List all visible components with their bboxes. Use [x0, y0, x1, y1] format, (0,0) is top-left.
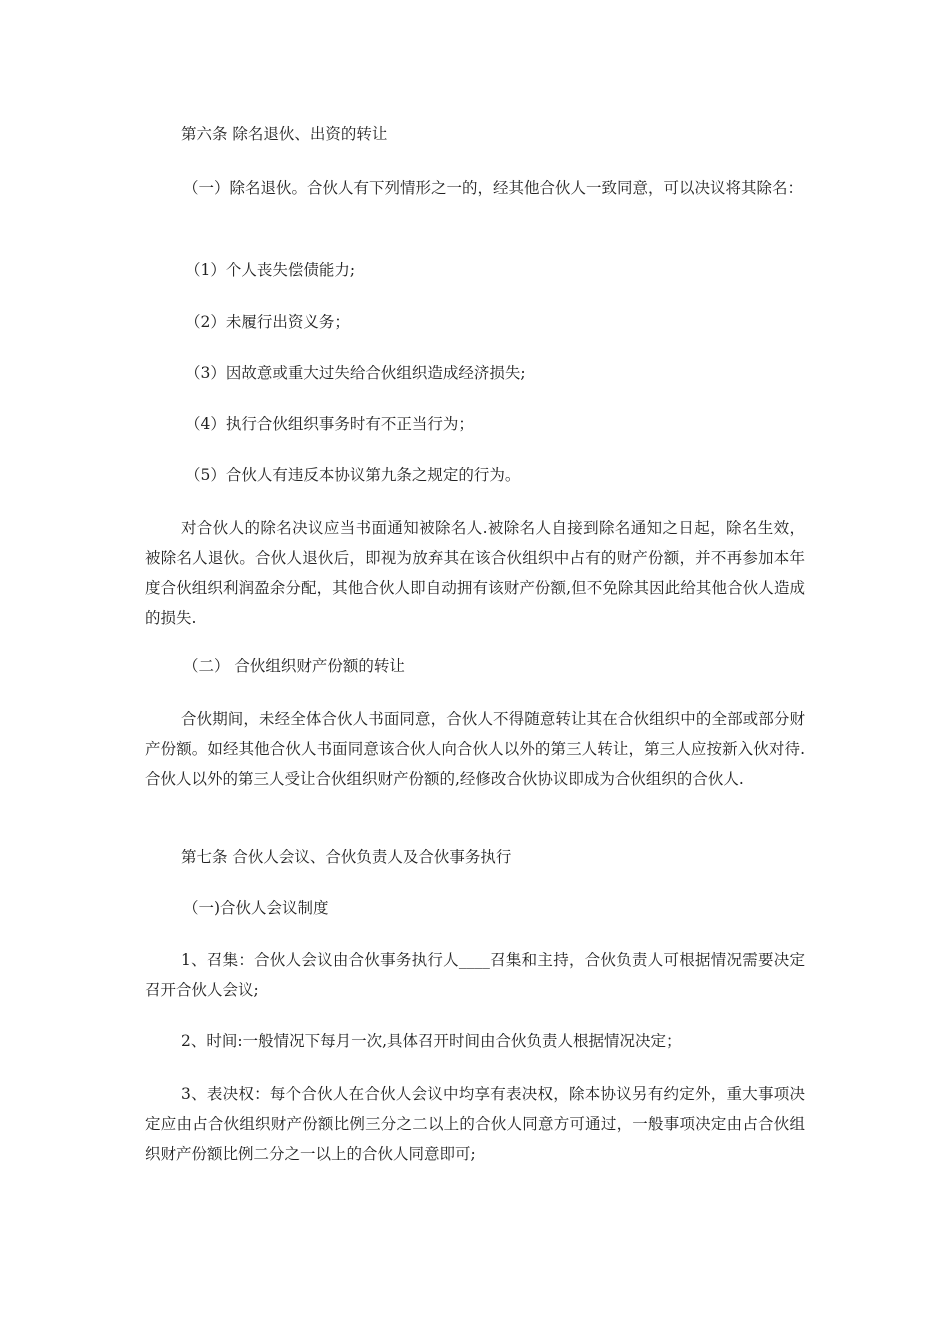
article-6-item-3: （3）因故意或重大过失给合伙组织造成经济损失; [185, 364, 526, 382]
article-6-section-1: （一）除名退伙。合伙人有下列情形之一的，经其他合伙人一致同意，可以决议将其除名： [183, 179, 804, 197]
article-6-section-2: （二） 合伙组织财产份额的转让 [183, 657, 405, 675]
article-6-item-2: （2）未履行出资义务； [185, 313, 350, 331]
article-7-item-2: 2、时间:一般情况下每月一次,具体召开时间由合伙负责人根据情况决定； [181, 1032, 682, 1050]
article-6-item-1: （1）个人丧失偿债能力; [185, 261, 356, 279]
article-6-item-5: （5）合伙人有违反本协议第九条之规定的行为。 [185, 466, 521, 484]
article-6-removal-note: 对合伙人的除名决议应当书面通知被除名人.被除名人自接到除名通知之日起，除名生效，被除名人退伙。合伙人退伙后，即视为放弃其在该合伙组织中占有的财产份额，并不再参加本年度合伙组织利润盈余分配，其他合伙人即自动拥有该财产份额,但不免除其因此给其他合伙人造成的损失. [145, 519, 805, 627]
article-6-item-4: （4）执行合伙组织事务时有不正当行为； [185, 415, 474, 433]
article-7-item-3: 3、表决权：每个合伙人在合伙人会议中均享有表决权，除本协议另有约定外，重大事项决定应由占合伙组织财产份额比例三分之二以上的合伙人同意方可通过，一般事项决定由占合伙组织财产份额比例二分之一以上的合伙人同意即可; [145, 1085, 805, 1163]
article-7-item-1: 1、召集：合伙人会议由合伙事务执行人____召集和主持，合伙负责人可根据情况需要决定召开合伙人会议; [145, 951, 805, 999]
article-7-title: 第七条 合伙人会议、合伙负责人及合伙事务执行 [181, 848, 512, 866]
article-6-section-2-body: 合伙期间，未经全体合伙人书面同意，合伙人不得随意转让其在合伙组织中的全部或部分财产份额。如经其他合伙人书面同意该合伙人向合伙人以外的第三人转让，第三人应按新入伙对待.合伙人以外的第三人受让合伙组织财产份额的,经修改合伙协议即成为合伙组织的合伙人. [145, 710, 805, 788]
article-7-section-1: （一)合伙人会议制度 [183, 899, 329, 917]
article-6-title: 第六条 除名退伙、出资的转让 [181, 125, 388, 143]
